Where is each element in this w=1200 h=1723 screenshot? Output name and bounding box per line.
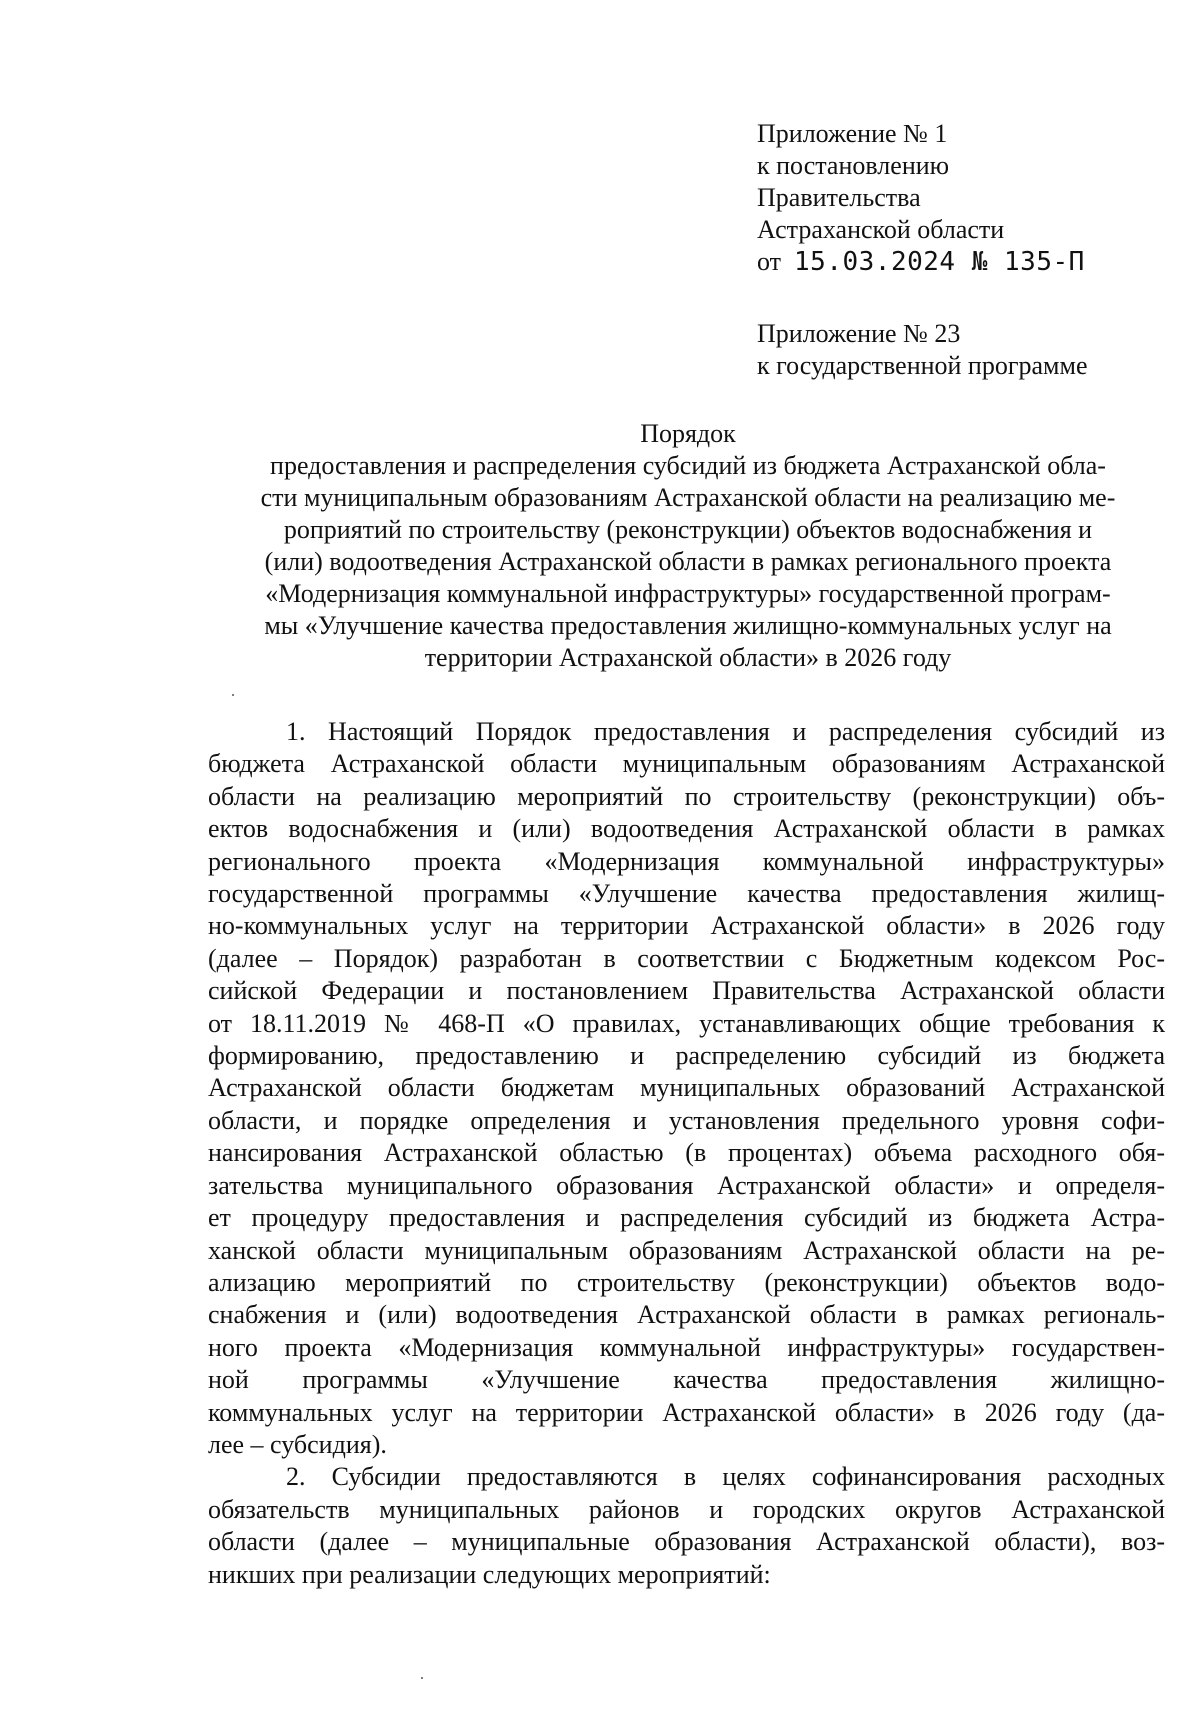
paragraph-1-line: ализацию мероприятий по строительству (реконструкции) объектов водо- [208, 1267, 1165, 1297]
paragraph-1-line: от 18.11.2019 № 468-П «О правилах, устанавливающих общие требования к [208, 1008, 1165, 1038]
attachment-1-line: Астраханской области [757, 215, 1005, 244]
paragraph-2-line: никших при реализации следующих мероприятий: [208, 1559, 771, 1589]
paragraph-1-line: ной программы «Улучшение качества предоставления жилищно- [208, 1365, 1165, 1395]
paragraph-1-line: но-коммунальных услуг на территории Астраханской области» в 2026 году [208, 911, 1165, 941]
paragraph-1-line: ектов водоснабжения и (или) водоотведения Астраханской области в рамках [208, 814, 1165, 844]
attachment-23-line: Приложение № 23 [757, 319, 961, 348]
attachment-1-line: Правительства [757, 183, 921, 212]
paragraph-1-line: Астраханской области бюджетам муниципальных образований Астраханской [208, 1073, 1165, 1103]
decree-date-number: 15.03.2024 № 135-П [794, 247, 1085, 277]
date-prefix: от [757, 247, 782, 276]
title-line: роприятий по строительству (реконструкции) объектов водоснабжения и [283, 515, 1093, 544]
title-line: сти муниципальным образованиям Астраханской области на реализацию ме- [260, 483, 1116, 512]
paragraph-1-line: области на реализацию мероприятий по строительству (реконструкции) объ- [208, 781, 1165, 811]
scan-speck [421, 1677, 423, 1679]
paragraph-1-line: государственной программы «Улучшение качества предоставления жилищ- [208, 879, 1165, 909]
paragraph-1-line: нансирования Астраханской областью (в процентах) объема расходного обя- [208, 1138, 1165, 1168]
title-line: «Модернизация коммунальной инфраструктуры» государственной програм- [265, 579, 1111, 608]
paragraph-1-line: области, и порядке определения и установления предельного уровня софи- [208, 1105, 1165, 1135]
paragraph-1-line: ет процедуру предоставления и распределения субсидий из бюджета Астра- [208, 1203, 1165, 1233]
title-line: предоставления и распределения субсидий из бюджета Астраханской обла- [270, 451, 1106, 480]
paragraph-1-line: лее – субсидия). [208, 1429, 387, 1459]
paragraph-1-line: бюджета Астраханской области муниципальным образованиям Астраханской [208, 749, 1165, 779]
paragraph-1-line: 1. Настоящий Порядок предоставления и распределения субсидий из [286, 717, 1165, 746]
attachment-1-line: к постановлению [757, 151, 950, 180]
scan-speck [232, 694, 234, 696]
paragraph-1-line: зательства муниципального образования Астраханской области» и определя- [208, 1170, 1165, 1200]
paragraph-1-line: ханской области муниципальным образованиям Астраханской области на ре- [208, 1235, 1165, 1265]
attachment-1-block [757, 118, 1157, 278]
attachment-23-line: к государственной программе [757, 351, 1088, 380]
paragraph-1-line: ного проекта «Модернизация коммунальной инфраструктуры» государствен- [208, 1332, 1165, 1362]
decree-date-line [757, 246, 1157, 278]
title-heading: Порядок [640, 419, 736, 448]
paragraph-1-line: коммунальных услуг на территории Астраханской области» в 2026 году (да- [208, 1397, 1165, 1427]
attachment-1-line: Приложение № 1 [757, 119, 948, 148]
title-line: территории Астраханской области» в 2026 году [424, 643, 952, 672]
document-body [208, 716, 1165, 1591]
paragraph-1-line: снабжения и (или) водоотведения Астраханской области в рамках региональ- [208, 1300, 1165, 1330]
attachment-23-block [757, 318, 1157, 382]
paragraph-2-line: области (далее – муниципальные образования Астраханской области), воз- [208, 1527, 1165, 1557]
paragraph-1-line: (далее – Порядок) разработан в соответствии с Бюджетным кодексом Рос- [208, 943, 1165, 973]
paragraph-2-line: 2. Субсидии предоставляются в целях софинансирования расходных [286, 1462, 1165, 1492]
paragraph-2-line: обязательств муниципальных районов и городских округов Астраханской [208, 1494, 1165, 1524]
document-title [208, 418, 1168, 674]
paragraph-1-line: сийской Федерации и постановлением Правительства Астраханской области [208, 976, 1165, 1006]
title-line: мы «Улучшение качества предоставления жилищно-коммунальных услуг на [264, 611, 1112, 640]
paragraph-1-line: регионального проекта «Модернизация коммунальной инфраструктуры» [208, 846, 1165, 876]
title-line: (или) водоотведения Астраханской области в рамках регионального проекта [264, 547, 1112, 576]
paragraph-1-line: формированию, предоставлению и распределению субсидий из бюджета [208, 1041, 1165, 1071]
